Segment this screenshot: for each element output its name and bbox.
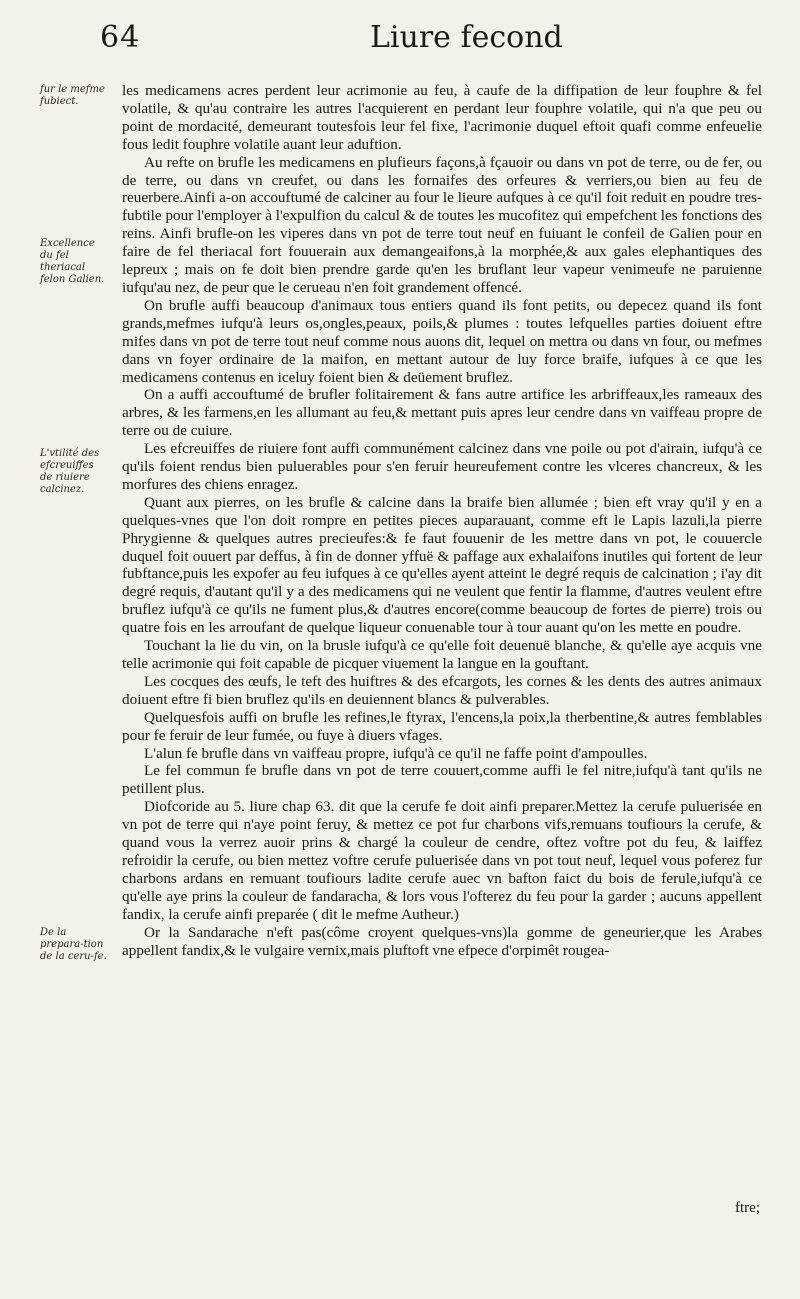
margin-note: fur le mefme fubiect. [40, 84, 105, 107]
paragraph: Le fel commun fe brufle dans vn pot de terre couuert,comme auffi le fel nitre,iufqu'à tant qu'ils ne petillent plus. [122, 762, 762, 798]
paragraph: Au refte on brufle les medicamens en plufieurs façons,à fçauoir ou dans vn pot de terre, ou de fer, ou de terre, ou dans vn creufet, ou dans les fornaifes des orfeures & verriers,ou bien au feu de reuerbere.Ainfi a-on accouftumé de calciner au four le lieure aufques à ce qu'il foit reduit en poudre tres-fubtile pour l'employer à l'expulfion du calcul & de toutes les mucofitez qui empefchent les fonctions des reins. Ainfi brufle-on les viperes dans vn pot de terre tout neuf en fuiuant le confeil de Galien pour en faire de fel theriacal fort fouuerain aux demangeaifons,à la morphée,& aux gales elephantiques des lepreux ; mais on fe doit bien prendre garde qu'en les bruflant leur vapeur venimeufe ne paruienne iufqu'au nez, de peur que le cerueau n'en foit grandement offencé. [122, 153, 762, 296]
paragraph: Quelquesfois auffi on brufle les refines,le ftyrax, l'encens,la poix,la therbentine,& autres femblables pour fe feruir de leur fumée, ou fuye à diuers vfages. [122, 708, 762, 744]
page-header [100, 18, 760, 58]
paragraph: Touchant la lie du vin, on la brusle iufqu'à ce qu'elle foit deuenuë blanche, & qu'elle aye acquis vne telle acrimonie qui foit capable de picquer viuement la langue en la gouftant. [122, 637, 762, 672]
page-number: 64 [100, 20, 141, 55]
paragraph: On a auffi accouftumé de brufler folitairement & fans autre artifice les arbriffeaux,les rameaux des arbres, & les farmens,en les allumant au feu,& mettant puis apres leur cendre dans vn vaiffeau propre de terre ou de cuiure. [122, 386, 762, 440]
body-text [122, 82, 762, 959]
margin-note: L'vtilité des efcreuiffes de riuiere calcinez. [40, 448, 100, 495]
paragraph: les medicamens acres perdent leur acrimonie au feu, à caufe de la diffipation de leur fouphre & fel volatile, & qu'au contraire les autres l'acquierent en perdant leur fouphre volatile, qui n'a que peu ou point de mordacité, demeurant toutesfois leur fel fixe, l'acrimonie duquel eftoit quafi comme enfeuelie fous ledit fouphre volatile auant leur aduftion. [122, 82, 762, 153]
catchword: ftre; [735, 1200, 760, 1216]
margin-note: Excellence du fel theriacal felon Galien. [40, 238, 105, 285]
running-title: Liure fecond [370, 20, 563, 55]
paragraph: Les cocques des œufs, le teft des huiftres & des efcargots, les cornes & les dents des autres animaux doiuent eftre fi bien bruflez qu'ils en deuiennent blancs & pulverables. [122, 672, 762, 708]
paragraph: On brufle auffi beaucoup d'animaux tous entiers quand ils font petits, ou depecez quand ils font grands,mefmes iufqu'à leurs os,ongles,peaux, poils,& plumes : toutes lefquelles parties doiuent eftre mifes dans vn pot de terre tout neuf comme nous auons dit, lequel on mettra ou dans vn four, ou mefmes dans vn foyer ordinaire de la maifon, en mettant autour de luy force braife, iufques à ce que les medicamens contenus en iceluy foient bien & deüement bruflez. [122, 296, 762, 386]
paragraph: Or la Sandarache n'eft pas(côme croyent quelques-vns)la gomme de geneurier,que les Arabes appellent fandix,& le vulgaire vernix,mais pluftoft vne efpece d'orpimêt rougea- [122, 923, 762, 959]
margin-note: De la prepara-tion de la ceru-fe. [40, 927, 107, 962]
paragraph: Diofcoride au 5. liure chap 63. dit que la cerufe fe doit ainfi preparer.Mettez la cerufe puluerisée en vn pot de terre qui n'aye point feruy, & mettez ce pot fur charbons vifs,remuans toufiours la cerufe, & quand vous la verrez auoir prins & chargé la couleur de cendre, oftez voftre pot du feu, & laiffez refroidir la cerufe, ou bien mettez voftre cerufe puluerisée dans vn pot tout neuf, lequel vous poferez fur charbons ardans en remuant toufiours ladite cerufe auec vn bafton faict du bois de ferule,iufqu'à ce qu'elle aye prins la couleur de fandaracha, & lors vous l'ofterez du feu pour la garder ; aucuns appellent fandix, la cerufe ainfi preparée ( dit le mefme Autheur.) [122, 798, 762, 923]
paragraph: Quant aux pierres, on les brufle & calcine dans la braife bien allumée ; bien eft vray qu'il y en a quelques-vnes que l'on doit rompre en petites pieces auparauant, comme eft le Lapis lazuli,la pierre Phrygienne & quelques autres precieufes:& fe faut fouuenir de les mettre dans vn pot, le couuercle duquel foit ouuert par deffus, à fin de donner yffuë & paffage aux exhalaifons inutiles qui fortent de leur fubftance,puis les expofer au feu iufques à ce qu'elles ayent atteint le degré requis de calcination ; i'ay dit degré requis, d'autant qu'il y a des medicamens qui ne veulent que fentir la flamme, d'autres veulent eftre bruflez iufqu'à ce qu'ils ne fument plus,& d'autres encore(comme beaucoup de fortes de pierre) trois ou quatre fois en les arroufant de quelque liqueur conuenable tour à tour auant qu'on les mette en poudre. [122, 493, 762, 637]
paragraph: Les efcreuiffes de riuiere font auffi communément calcinez dans vne poile ou pot d'airain, iufqu'à ce qu'ils foient rendus bien puluerables pour s'en feruir heureufement contre les vlceres chancreux, & les morfures des chiens enragez. [122, 440, 762, 493]
paragraph: L'alun fe brufle dans vn vaiffeau propre, iufqu'à ce qu'il ne faffe point d'ampoulles. [144, 744, 648, 762]
